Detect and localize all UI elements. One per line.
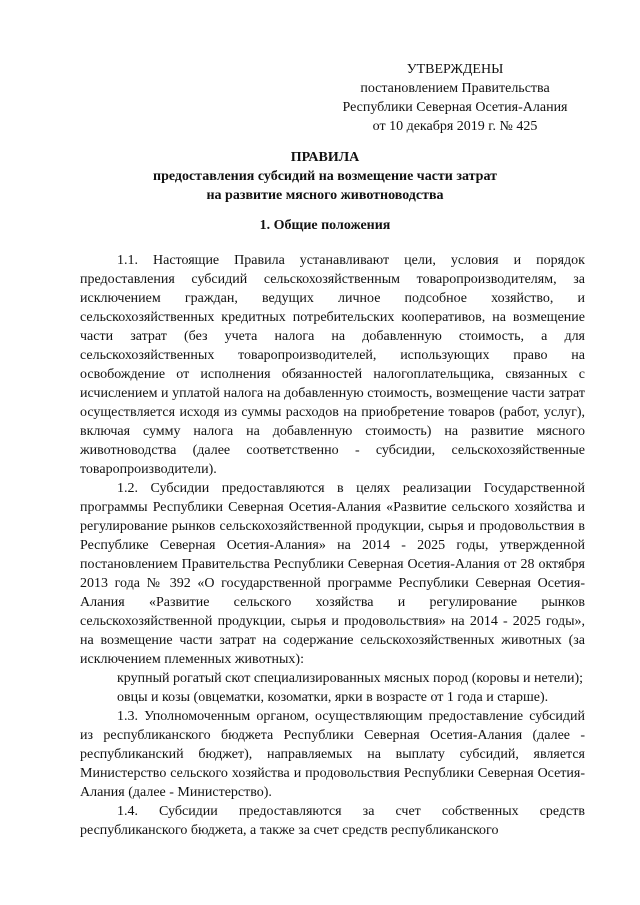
approval-line-4: от 10 декабря 2019 г. № 425 [372,119,538,134]
section-heading: 1. Общие положения [259,218,391,233]
paragraph-1-3: 1.3. Уполномоченным органом, осуществляющим предоставление субсидий из республиканского бюджета Республики Северная Осетия-Алания (далее - республиканский бюджет), направляемых на выплату субсидий, является Министерство сельского хозяйства и продовольствия Республики Северная Осетия-Алания (далее - Министерство). [80,709,585,800]
document-title [90,148,560,205]
title-line-2: предоставления субсидий на возмещение части затрат [153,169,497,184]
list-item-sheep-goats: овцы и козы (овцематки, козоматки, ярки в возрасте от 1 года и старше). [117,690,549,705]
title-line-3: на развитие мясного животноводства [206,188,444,203]
title-line-1: ПРАВИЛА [290,150,360,165]
paragraph-1-1: 1.1. Настоящие Правила устанавливают цели, условия и порядок предоставления субсидий сельскохозяйственным товаропроизводителям, за исключением граждан, ведущих личное подсобное хозяйство, и сельскохозяйственных кредитных потребительских кооперативов, на возмещение части затрат (без учета налога на добавленную стоимость, а для сельскохозяйственных товаропроизводителей, использующих право на освобождение от исполнения обязанностей налогоплательщика, связанных с исчислением и уплатой налога на добавленную стоимость, возмещение части затрат осуществляется исходя из суммы расходов на приобретение товаров (работ, услуг), включая сумму налога на добавленную стоимость) на развитие мясного животноводства (далее соответственно - субсидии, сельскохозяйственные товаропроизводители). [80,253,585,477]
approval-stamp [330,60,580,136]
paragraph-1-2: 1.2. Субсидии предоставляются в целях реализации Государственной программы Республики Северная Осетия-Алания «Развитие сельского хозяйства и регулирование рынков сельскохозяйственной продукции, сырья и продовольствия в Республике Северная Осетия-Алания» на 2014 - 2025 годы, утвержденной постановлением Правительства Республики Северная Осетия-Алания от 28 октября 2013 года № 392 «О государственной программе Республики Северная Осетия-Алания «Развитие сельского хозяйства и регулирование рынков сельскохозяйственной продукции, сырья и продовольствия» на 2014 - 2025 годы», на возмещение части затрат на содержание сельскохозяйственных животных (за исключением племенных животных): [80,481,585,667]
list-item-cattle: крупный рогатый скот специализированных мясных пород (коровы и нетели); [117,671,584,686]
paragraph-1-4: 1.4. Субсидии предоставляются за счет собственных средств республиканского бюджета, а также за счет средств республиканского [80,804,585,838]
document-body [80,251,585,840]
approval-line-3: Республики Северная Осетия-Алания [342,100,568,115]
approval-line-1: УТВЕРЖДЕНЫ [406,62,504,77]
approval-line-2: постановлением Правительства [360,81,550,96]
